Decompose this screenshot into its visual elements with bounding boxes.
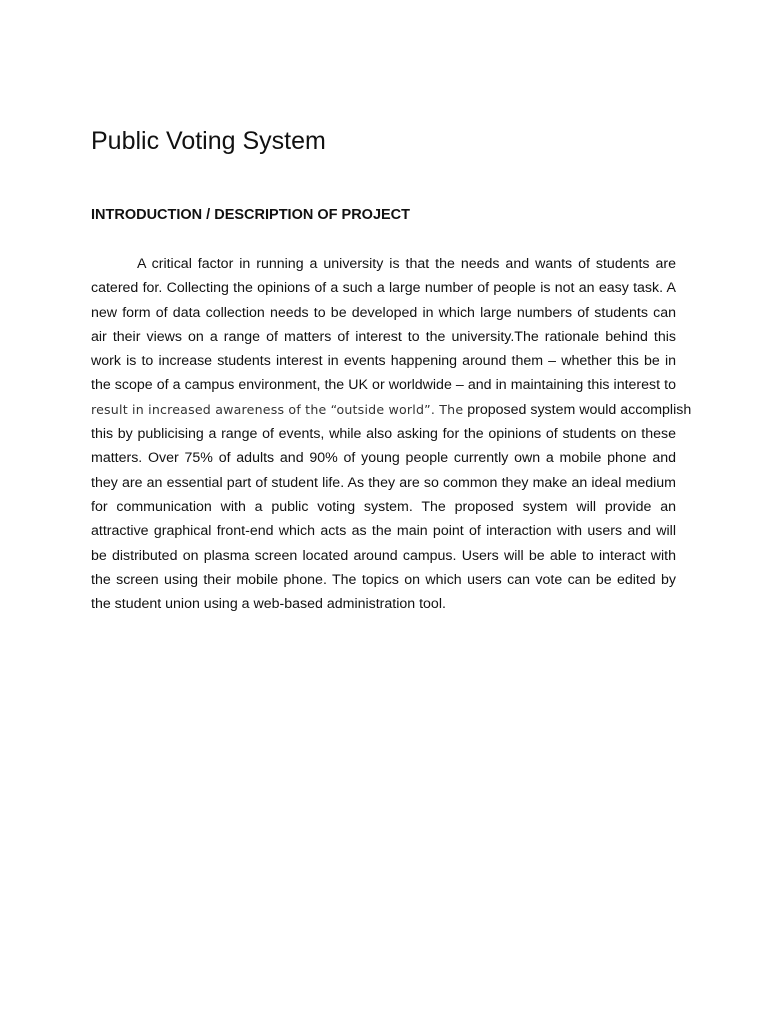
- paragraph-line: be distributed on plasma screen located around campus. Users will be able to interact with: [91, 547, 676, 564]
- paragraph-line: attractive graphical front-end which acts as the main point of interaction with users and will: [91, 523, 676, 540]
- paragraph-line: this by publicising a range of events, while also asking for the opinions of students on these: [91, 426, 676, 443]
- paragraph-line: work is to increase students interest in events happening around them – whether this be in: [91, 353, 676, 370]
- body-paragraph: [91, 252, 692, 616]
- paragraph-line: for communication with a public voting system. The proposed system will provide an: [91, 498, 676, 515]
- paragraph-line: A critical factor in running a university is that the needs and wants of students are: [137, 256, 676, 272]
- alt-font-text: result in increased awareness of the “outside world”. The: [91, 401, 464, 417]
- section-heading: INTRODUCTION / DESCRIPTION OF PROJECT: [91, 207, 411, 223]
- paragraph-line: new form of data collection needs to be developed in which large numbers of students can: [91, 304, 676, 321]
- paragraph-line-mixed-font: [91, 398, 692, 422]
- paragraph-line: the scope of a campus environment, the UK or worldwide – and in maintaining this interest to: [91, 377, 676, 394]
- paragraph-line: catered for. Collecting the opinions of a such a large number of people is not an easy task. A: [91, 280, 676, 297]
- document-title: Public Voting System: [91, 127, 326, 155]
- regular-font-text: proposed system would accomplish: [463, 401, 692, 418]
- paragraph-line: they are an essential part of student life. As they are so common they make an ideal medium: [91, 474, 676, 491]
- paragraph-line: the student union using a web-based administration tool.: [91, 596, 446, 613]
- paragraph-line: matters. Over 75% of adults and 90% of young people currently own a mobile phone and: [91, 450, 676, 467]
- paragraph-line: air their views on a range of matters of interest to the university.The rationale behind this: [91, 328, 676, 345]
- paragraph-line: the screen using their mobile phone. The topics on which users can vote can be edited by: [91, 571, 676, 588]
